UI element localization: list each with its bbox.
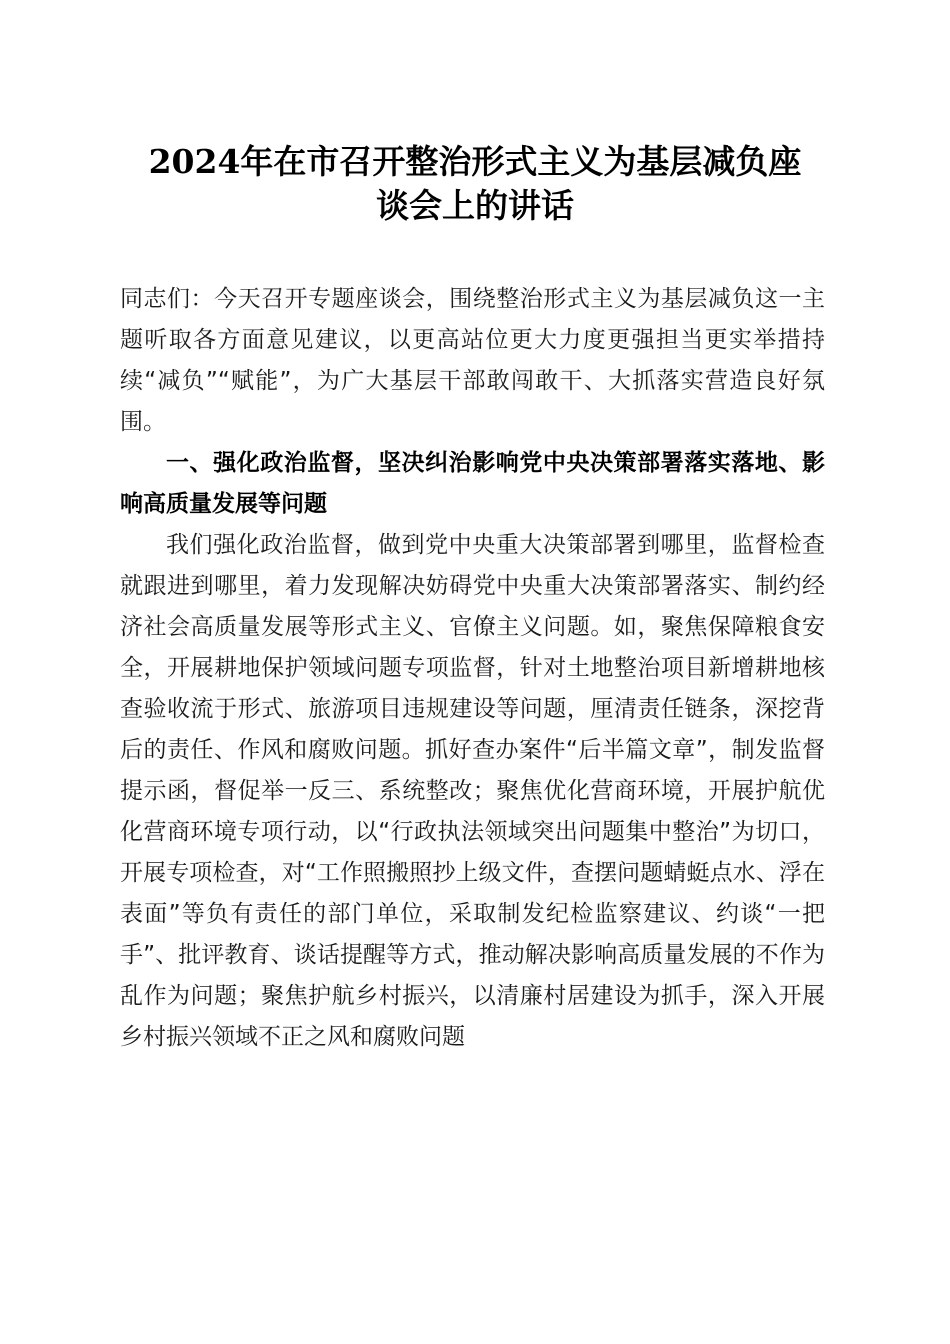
- opening-paragraph: 同志们：今天召开专题座谈会，围绕整治形式主义为基层减负这一主题听取各方面意见建议，以更高站位更大力度更强担当更实举措持续“减负”“赋能”，为广大基层干部敢闯敢干、大抓落实营造良好氛围。: [120, 286, 825, 435]
- title-line-2: 谈会上的讲话: [376, 186, 574, 225]
- document-title: [100, 140, 850, 228]
- title-line-1: 2024年在市召开整治形式主义为基层减负座: [148, 142, 802, 181]
- body-paragraph-1: 我们强化政治监督，做到党中央重大决策部署到哪里，监督检查就跟进到哪里，着力发现解决妨碍党中央重大决策部署落实、制约经济社会高质量发展等形式主义、官僚主义问题。如，聚焦保障粮食安全，开展耕地保护领域问题专项监督，针对土地整治项目新增耕地核查验收流于形式、旅游项目违规建设等问题，厘清责任链条，深挖背后的责任、作风和腐败问题。抓好查办案件“后半篇文章”，制发监督提示函，督促举一反三、系统整改；聚焦优化营商环境，开展护航优化营商环境专项行动，以“行政执法领域突出问题集中整治”为切口，开展专项检查，对“工作照搬照抄上级文件，查摆问题蜻蜓点水、浮在表面”等负有责任的部门单位，采取制发纪检监察建议、约谈“一把手”、批评教育、谈话提醒等方式，推动解决影响高质量发展的不作为乱作为问题；聚焦护航乡村振兴，以清廉村居建设为抓手，深入开展乡村振兴领域不正之风和腐败问题: [120, 532, 825, 1050]
- document-body: [120, 279, 825, 1058]
- section-heading-1: 一、强化政治监督，坚决纠治影响党中央决策部署落实落地、影响高质量发展等问题: [120, 450, 825, 517]
